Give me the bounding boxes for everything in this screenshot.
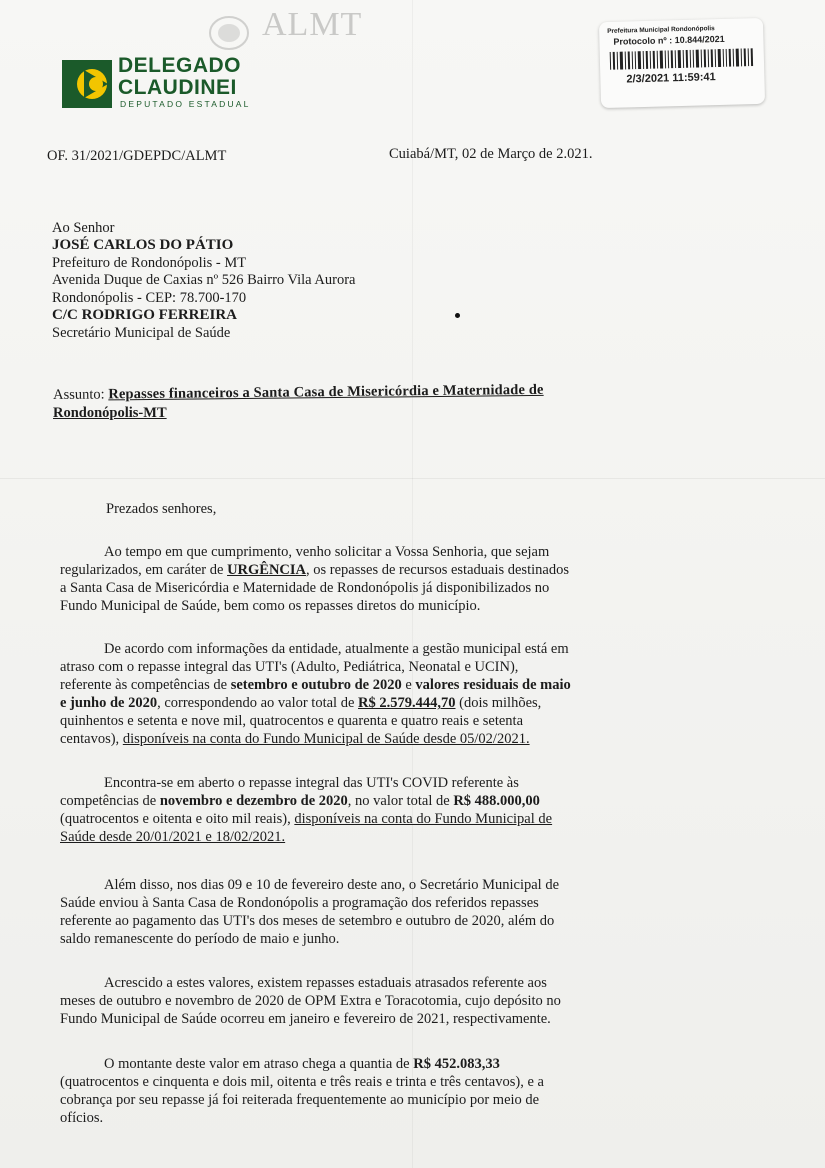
- deputy-logo-icon: [62, 60, 112, 108]
- recipient-title: Prefeituro de Rondonópolis - MT: [52, 255, 247, 271]
- p1-line: Ao tempo em que cumprimento, venho solicitar a Vossa Senhoria, que sejam: [104, 544, 550, 560]
- greeting: Prezados senhores,: [106, 501, 217, 517]
- recipient-address: Avenida Duque de Caxias nº 526 Bairro Vila Aurora: [52, 272, 356, 288]
- p3-line: [60, 793, 540, 810]
- p1-line: Fundo Municipal de Saúde, bem como os repasses diretos do município.: [60, 598, 481, 614]
- p4-line: Saúde enviou à Santa Casa de Rondonópolis a programação dos referidos repasses: [60, 895, 539, 911]
- p2-line: De acordo com informações da entidade, atualmente a gestão municipal está em: [104, 641, 569, 657]
- subject-text: Repasses financeiros a Santa Casa de Misericórdia e Maternidade de: [108, 381, 544, 403]
- p6-line: cobrança por seu repasse já foi reiterada frequentemente ao município por meio de: [60, 1092, 540, 1108]
- p5-line: Acrescido a estes valores, existem repasses estaduais atrasados referente aos: [104, 975, 547, 991]
- text-run: (quatrocentos e oitenta e oito mil reais),: [60, 811, 295, 827]
- p4-line: saldo remanescente do período de maio e junho.: [60, 931, 340, 947]
- stamp-datetime: 2/3/2021 11:59:41: [626, 71, 716, 86]
- residual-emphasis: valores residuais de maio: [415, 677, 571, 693]
- p2-line: quinhentos e setenta e nove mil, quatrocentos e quarenta e quatro reais e setenta: [60, 713, 524, 729]
- p1-line: [60, 562, 569, 579]
- text-run: , correspondendo ao valor total de: [157, 695, 359, 711]
- text-run: , os repasses de recursos estaduais destinados: [306, 562, 569, 578]
- p1-line: a Santa Casa de Misericórdia e Maternidade de Rondonópolis já disponibilizados no: [60, 580, 550, 596]
- recipient-salutation: Ao Senhor: [52, 220, 115, 236]
- p6-line: ofícios.: [60, 1110, 104, 1126]
- cc-name: C/C RODRIGO FERREIRA: [52, 307, 238, 323]
- p5-line: Fundo Municipal de Saúde ocorreu em janeiro e fevereiro de 2021, respectivamente.: [60, 1011, 551, 1027]
- subject-label: Assunto:: [53, 386, 105, 403]
- months-emphasis: e junho de 2020: [60, 695, 158, 711]
- cc-title: Secretário Municipal de Saúde: [52, 325, 231, 341]
- text-run: O montante deste valor em atraso chega a quantia de: [104, 1056, 414, 1072]
- stamp-protocol-number: Protocolo nº : 10.844/2021: [613, 33, 725, 47]
- p3-line: Saúde desde 20/01/2021 e 18/02/2021.: [60, 829, 286, 845]
- logo-name-line2: CLAUDINEI: [118, 76, 237, 99]
- p6-line: [104, 1056, 500, 1073]
- p3-line: Encontra-se em aberto o repasse integral das UTI's COVID referente às: [104, 775, 519, 791]
- recipient-city: Rondonópolis - CEP: 78.700-170: [52, 290, 247, 306]
- barcode-icon: [608, 48, 756, 70]
- ink-dot: [455, 313, 460, 318]
- p2-line: [60, 695, 541, 712]
- almt-seal-icon: [208, 15, 250, 51]
- p6-line: (quatrocentos e cinquenta e dois mil, oitenta e três reais e trinta e três centavos), e a: [60, 1074, 544, 1090]
- availability-note: disponíveis na conta do Fundo Municipal de Saúde desde 05/02/2021.: [122, 731, 530, 747]
- text-run: (dois milhões,: [455, 695, 542, 711]
- text-run: referente às competências de: [60, 677, 231, 693]
- document-reference: OF. 31/2021/GDEPDC/ALMT: [47, 148, 227, 164]
- subject-line2: Rondonópolis-MT: [53, 405, 167, 421]
- months-emphasis: setembro e outubro de 2020: [230, 677, 402, 693]
- recipient-name: JOSÉ CARLOS DO PÁTIO: [52, 237, 234, 253]
- amount-total: R$ 2.579.444,70: [358, 695, 456, 711]
- text-run: centavos),: [60, 731, 123, 747]
- months-emphasis: novembro e dezembro de 2020: [159, 793, 348, 809]
- amount-total: R$ 452.083,33: [413, 1056, 500, 1072]
- amount-total: R$ 488.000,00: [453, 793, 540, 809]
- stamp-header: Prefeitura Municipal Rondonópolis: [607, 25, 715, 35]
- protocol-stamp: [599, 18, 765, 108]
- almt-watermark: ALMT: [262, 6, 363, 43]
- text-run: , no valor total de: [347, 793, 454, 809]
- p2-line: [60, 677, 571, 694]
- text-run: competências de: [60, 793, 160, 809]
- p4-line: referente ao pagamento das UTI's dos meses de setembro e outubro de 2020, além do: [60, 913, 555, 929]
- logo-name-line1: DELEGADO: [118, 54, 242, 77]
- p5-line: meses de outubro e novembro de 2020 de OPM Extra e Toracotomia, cujo depósito no: [60, 993, 561, 1009]
- p2-line: atraso com o repasse integral das UTI's (Adulto, Pediátrica, Neonatal e UCIN),: [60, 659, 519, 675]
- text-run: e: [401, 677, 416, 693]
- p4-line: Além disso, nos dias 09 e 10 de fevereiro deste ano, o Secretário Municipal de: [104, 877, 560, 893]
- text-run: regularizados, em caráter de: [60, 562, 228, 578]
- place-and-date: Cuiabá/MT, 02 de Março de 2.021.: [389, 146, 593, 162]
- logo-subtitle: DEPUTADO ESTADUAL: [120, 99, 251, 109]
- urgency-emphasis: URGÊNCIA: [227, 562, 307, 578]
- p2-line: [60, 731, 530, 748]
- p3-line: [60, 811, 552, 828]
- availability-note: disponíveis na conta do Fundo Municipal de: [294, 811, 553, 827]
